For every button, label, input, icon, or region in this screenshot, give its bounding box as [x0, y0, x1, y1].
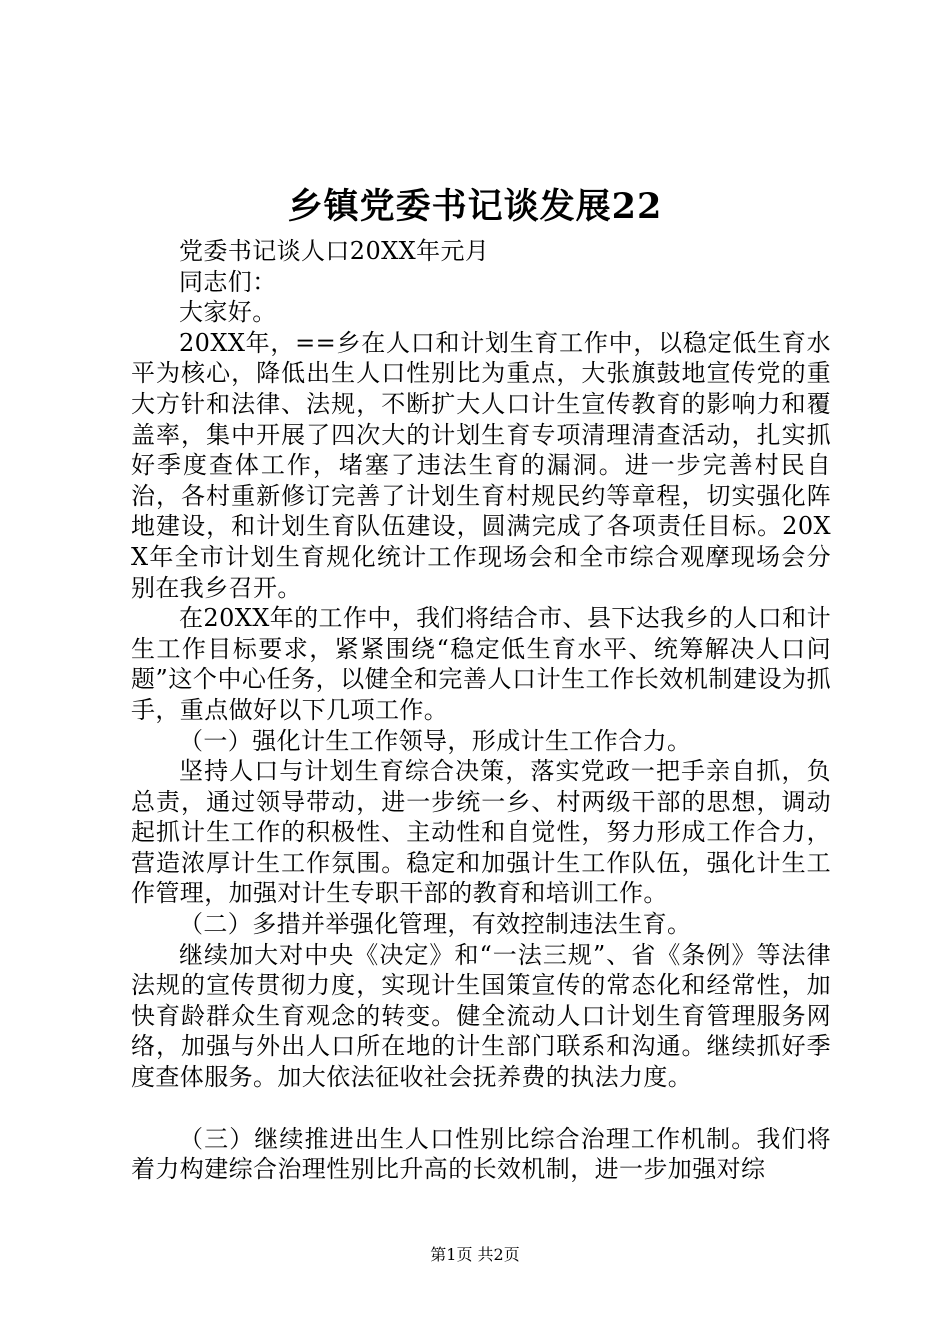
paragraph-greeting: 大家好。 — [179, 298, 277, 327]
paragraph-section-2: 继续加大对中央《决定》和“一法三规”、省《条例》等法律法规的宣传贯彻力度，实现计生国策宣传的常态化和经常性，加快育龄群众生育观念的转变。健全流动人口计划生育管理服务网络，加强与外出人口所在地的计生部门联系和沟通。继续抓好季度查体服务。加大依法征收社会抚养费的执法力度。 — [131, 940, 831, 1092]
paragraph-plan: 在20XX年的工作中，我们将结合市、县下达我乡的人口和计生工作目标要求，紧紧围绕“稳定低生育水平、统筹解决人口问题”这个中心任务，以健全和完善人口计生工作长效机制建设为抓手，重点做好以下几项工作。 — [131, 604, 831, 724]
paragraph-section-1: 坚持人口与计划生育综合决策，落实党政一把手亲自抓，负总责，通过领导带动，进一步统一乡、村两级干部的思想，调动起抓计生工作的积极性、主动性和自觉性，努力形成工作合力，营造浓厚计生工作氛围。稳定和加强计生工作队伍，强化计生工作管理，加强对计生专职干部的教育和培训工作。 — [131, 757, 831, 908]
document-body — [131, 236, 831, 1185]
section-heading-2: （二）多措并举强化管理，有效控制违法生育。 — [179, 910, 692, 939]
page-footer: 第1页 共2页 — [430, 1245, 520, 1264]
paragraph-review: 20XX年，==乡在人口和计划生育工作中，以稳定低生育水平为核心，降低出生人口性别比为重点，大张旗鼓地宣传党的重大方针和法律、法规，不断扩大人口计生宣传教育的影响力和覆盖率，集中开展了四次大的计划生育专项清理清查活动，扎实抓好季度查体工作，堵塞了违法生育的漏洞。进一步完善村民自治，各村重新修订完善了计划生育村规民约等章程，切实强化阵地建设，和计划生育队伍建设，圆满完成了各项责任目标。20XX年全市计划生育规化统计工作现场会和全市综合观摩现场会分别在我乡召开。 — [131, 328, 831, 602]
document-title: 乡镇党委书记谈发展22 — [287, 186, 663, 227]
paragraph-section-3: （三）继续推进出生人口性别比综合治理工作机制。我们将着力构建综合治理性别比升高的长效机制，进一步加强对综 — [131, 1124, 831, 1184]
paragraph-subtitle: 党委书记谈人口20XX年元月 — [179, 237, 490, 265]
section-heading-1: （一）强化计生工作领导，形成计生工作合力。 — [179, 726, 692, 755]
paragraph-salutation: 同志们： — [179, 267, 277, 296]
